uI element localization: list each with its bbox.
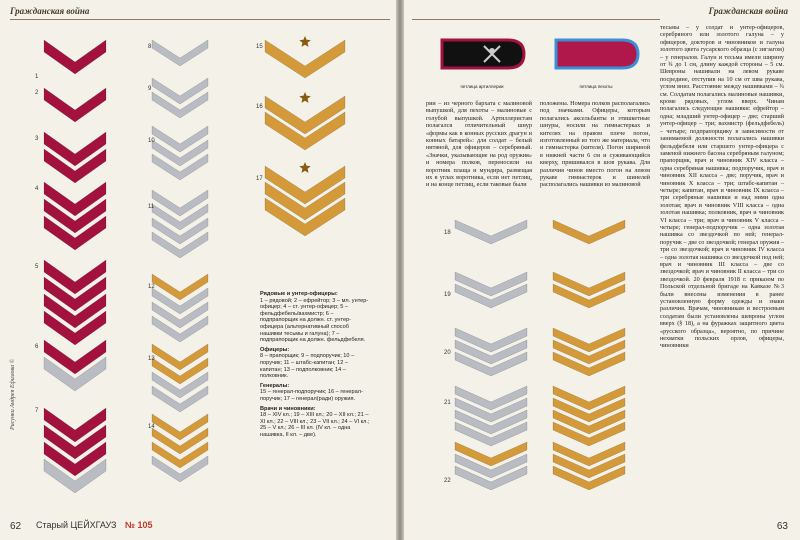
chevron-number-8: 8 — [148, 44, 152, 50]
general-star-icon — [299, 162, 310, 173]
artillery-tab-caption: петлица артиллерии — [460, 84, 504, 89]
article-column-3: тесьмы – у солдат и унтер-офицеров, серебряного или золотого галуна – у офицеров, докторов и чиновников и галуна золотого цвета гусарского образца (с зигзагом) – у генералов. Галун и тесьма имели ширину от ¾ до 1 см, длину каждой стороны – 5 см. Шевроны нашивали на левом рукаве посредине, отступив на 10 см от шва рукава, углом вниз. Расстояние между нашивками – ¾ см. Солдатам полагались малиновые нашивки, кроме рядовых, углом вверх. Чинам полагались следующие нашивки: ефрейтор – одна; младший унтер-офицер – две; старший унтер-офицер – три; вахмистр (фельдфебель) – четыре; подпрапорщику в зависимости от занимаемой должности полагались нашивки фельдфебеля или старшего унтер-офицера с заменой нижнего басона серебряным галуном; прапорщик, врач и чиновник XIV класса – одна серебряная нашивка; подпоручик, врач и чиновник XII класса – две; поручик, врач и чиновник X класса – три; штабс-капитан – четыре; капитан, врач и чиновник IX класса – три серебряные нашивки и над ними одна золотая; врач и чиновник VIII класса – одна золотая нашивка; полковник, врач и чиновник VI класса – три; врач и чиновник V класса – четыре; генерал-подпоручик – одна золотая нашивка со звездочкой по ней; генерал-поручик – две со звездочкой; генерал оружия – три со звездочкой; врач и чиновник IV класса – одна золотая нашивка со звездочкой под ней; врач и чиновник III класса – две со звездочкой; врач и чиновник II класса – три со звездочкой. 20 февраля 1918 г. приказом по Польской отдельной бригаде на Кавказе №3 были внесены изменения в ранее установленную форму одежды и знаки различия. Врачам, чиновникам и вестроевым солдатам были установлены шевроны углом вверх (§ 18), а на фуражках защитного цвета «русского образца», вероятно, по причине нехватки польских орлов, офицеры, чиновники — [660, 24, 784, 350]
legend-title-officers: Офицеры: — [260, 346, 290, 353]
chevron-number-20: 20 — [444, 350, 451, 356]
chevron-number-4: 4 — [35, 186, 39, 192]
legend-text-doctors: 18 – XIV кл.; 19 – XIII кл.; 20 – XII кл.; 21 – XI кл.; 22 – VIII кл.; 23 – VII кл.; 24 – VI кл.; 25 – V кл.; 26 – III кл. (IV кл. – одна нашивка, II кл. – две). — [260, 412, 370, 438]
artillery-collar-tab — [438, 34, 528, 74]
chevron-number-17: 17 — [256, 176, 263, 182]
infantry-tab-caption: петлица пехоты — [579, 84, 613, 89]
chevron-number-13: 13 — [148, 356, 155, 362]
chevron-number-12: 12 — [148, 284, 155, 290]
chevron-number-22: 22 — [444, 478, 451, 484]
left-page-number: 62 — [10, 521, 22, 532]
officer-chevron — [152, 40, 208, 66]
chevron-number-21: 21 — [444, 400, 451, 406]
article-column-2: положены. Номера полков располагались под значками. Офицеры, которым полагались аксельбанты и этишкетные шнуры, носили на гимнастерках и кителях на правом плече погон, изготовленный из того же материала, что и гимнастерка (кителя). Погон шириной в нижней части 6 см и суживающийся кверху, пришивался в шов рукава. Для различия чинов вместо погон на левом рукаве гимнастерок и шинелей располагались нашивки из малиновой — [540, 100, 650, 189]
general-chevron — [265, 40, 345, 78]
doctor-gold-chevron — [553, 220, 625, 244]
doctor-chevron — [455, 220, 527, 244]
legend-text-ranks: 1 – рядовой; 2 – ефрейтор; 3 – мл. унтер-офицер; 4 – ст. унтер-офицер; 5 – фельдфебель/вахмистр; 6 – подпрапорщик на должн. ст. унтер-офицера (альтернативный способ нашивки тесьмы и галуна); 7 – подпрапорщик на должн. фельдфебеля. — [260, 297, 369, 344]
chevron-number-5: 5 — [35, 264, 39, 270]
right-page-header: Гражданская война — [708, 6, 788, 16]
footer-magazine-name: Старый ЦЕЙХГАУЗ — [36, 520, 117, 530]
crimson-chevron — [44, 88, 106, 122]
right-header-rule — [412, 19, 660, 20]
left-page — [0, 0, 396, 540]
chevron-number-3: 3 — [35, 136, 39, 142]
chevron-number-11: 11 — [148, 204, 155, 210]
chevron-number-16: 16 — [256, 104, 263, 110]
right-page — [404, 0, 800, 540]
crimson-chevron — [44, 40, 106, 74]
footer-issue-number: № 105 — [125, 520, 153, 530]
silver-chevrons-column — [145, 20, 215, 530]
infantry-collar-tab — [552, 34, 642, 74]
chevron-number-1: 1 — [35, 74, 39, 80]
legend-text-generals: 15 – генерал-подпоручик; 16 – генерал-поручик; 17 – генерал(ради) оружия. — [260, 389, 363, 402]
chevron-number-2: 2 — [35, 90, 39, 96]
legend-text-officers: 8 – прапорщик; 9 – подпоручик; 10 – поручик; 11 – штабс-капитан; 12 – капитан; 13 – подполковник; 14 – полковник. — [260, 353, 355, 380]
gold-chevrons-column-right — [544, 210, 634, 490]
chevron-legend — [260, 288, 370, 438]
footer-magazine-title — [36, 520, 153, 530]
chevron-number-7: 7 — [35, 408, 39, 414]
right-page-number: 63 — [776, 521, 788, 532]
chevron-number-14: 14 — [148, 424, 155, 430]
chevron-number-19: 19 — [444, 292, 451, 298]
crimson-chevrons-column — [40, 20, 110, 530]
illustration-credit: Рисунки Андрея Ефимова © — [10, 358, 16, 430]
article-column-1: рии – из черного бархата с малиновой выпушкой, для пехоты – малиновые с голубой выпушкой. Артиллеристам полагался отличительный шнур «формы как в конных русских драгун и конных батарей»: для солдат – белый нитяной, для офицеров – серебряный. «Значки, указывающие на род оружия» и номера полков, переносили на воротник плаща и мундира, размещая их в углах воротника, если нет петлиц, и на конце петлиц, если таковые были — [426, 100, 532, 189]
left-page-header: Гражданская война — [10, 6, 90, 16]
legend-title-ranks: Рядовые и унтер-офицеры: — [260, 291, 338, 297]
chevron-number-9: 9 — [148, 86, 152, 92]
chevron-number-6: 6 — [35, 344, 39, 350]
general-star-icon — [299, 36, 310, 47]
chevron-number-18: 18 — [444, 230, 451, 236]
legend-title-doctors: Врачи и чиновники: — [260, 405, 316, 412]
legend-title-generals: Генералы: — [260, 382, 290, 389]
chevron-number-15: 15 — [256, 44, 263, 50]
chevron-number-10: 10 — [148, 138, 155, 144]
general-star-icon — [299, 92, 310, 103]
spread-gutter — [396, 0, 404, 540]
silver-chevrons-column-right — [446, 210, 536, 490]
gold-chevrons-column — [255, 20, 355, 260]
